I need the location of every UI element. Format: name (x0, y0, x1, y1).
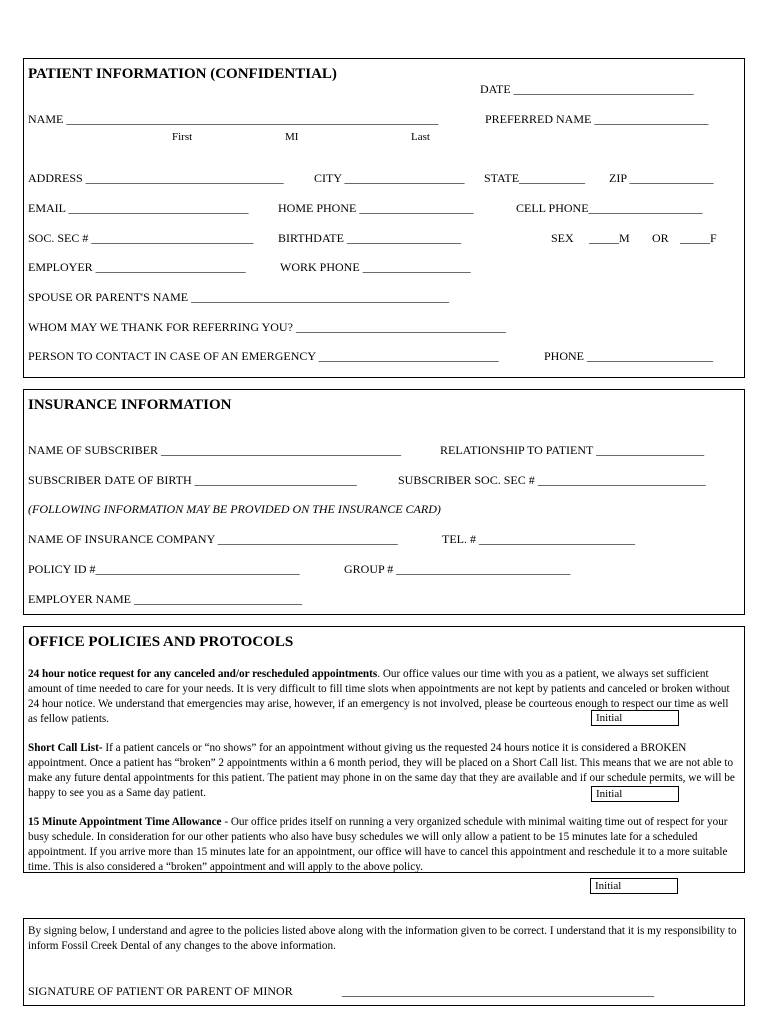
spouse-parent-name-field[interactable]: SPOUSE OR PARENT'S NAME ___________________________________________ (28, 290, 450, 304)
insurance-tel-field[interactable]: TEL. # __________________________ (442, 532, 635, 546)
middle-initial-caption: MI (285, 131, 299, 143)
short-call-text: If a patient cancels or “no shows” for an appointment without giving us the requested 24 hours notice it is considered a BROKEN appointment. Once a patient has “broken” 2 appointments within a 6 month period, they will be placed on a Short Call list. This means that we are not able to make any future dental appointments for this patient. The patient may phone in on the same day that they are available and if our schedule permits, we will be happy to see you as a Same day patient. (28, 742, 735, 799)
office-section-title: OFFICE POLICIES AND PROTOCOLS (28, 634, 294, 650)
signature-statement: By signing below, I understand and agree to the policies listed above along with the information given to be correct. I understand that it is my responsibility to inform Fossil Creek Dental of any changes to the above information. (28, 925, 737, 952)
initial-box-3[interactable]: Initial (590, 878, 678, 894)
patient-information-section (23, 58, 745, 378)
birthdate-field[interactable]: BIRTHDATE ___________________ (278, 231, 461, 245)
time-allowance-text: - Our office prides itself on running a very organized schedule with minimal waiting time out of respect for your busy schedule. In consideration for our other patients who also have busy schedules we will only allow a patient to be 15 minutes late for a scheduled appointment. If you arrive more than 15 minutes late for an appointment, our office will have to cancel this appointment and reschedule it to a more suitable time. This is also considered a “broken” appointment and will apply to the above policy. (28, 816, 728, 873)
time-allowance-heading: 15 Minute Appointment Time Allowance (28, 816, 222, 828)
initial-box-2[interactable]: Initial (591, 786, 679, 802)
signature-label: SIGNATURE OF PATIENT OR PARENT OF MINOR (28, 984, 293, 998)
patient-section-title: PATIENT INFORMATION (CONFIDENTIAL) (28, 66, 337, 82)
subscriber-name-field[interactable]: NAME OF SUBSCRIBER ________________________________________ (28, 443, 402, 457)
email-field[interactable]: EMAIL ______________________________ (28, 201, 249, 215)
work-phone-field[interactable]: WORK PHONE __________________ (280, 260, 471, 274)
last-name-caption: Last (411, 131, 430, 143)
signature-line[interactable]: ____________________________________________________ (342, 984, 654, 998)
insurance-employer-field[interactable]: EMPLOYER NAME ____________________________ (28, 592, 303, 606)
subscriber-dob-field[interactable]: SUBSCRIBER DATE OF BIRTH ___________________________ (28, 473, 357, 487)
policy-id-field[interactable]: POLICY ID #__________________________________ (28, 562, 300, 576)
signature-section (23, 918, 745, 1006)
city-field[interactable]: CITY ____________________ (314, 171, 465, 185)
notice-policy-text: . Our office values our time with you as a patient, we always set sufficient amount of time needed to care for your needs. It is very difficult to fill time slots when appointments are not kept by patients and canceled or broken without 24 hour notice. We understand that emergencies may arise, however, if an emergency is not involved, please be courteous enough to respect our time as well as fellow patients. (28, 668, 730, 725)
first-name-caption: First (172, 131, 193, 143)
preferred-name-field[interactable]: PREFERRED NAME ___________________ (485, 112, 709, 126)
insurance-section-title: INSURANCE INFORMATION (28, 397, 232, 413)
employer-field[interactable]: EMPLOYER _________________________ (28, 260, 246, 274)
sex-male-field[interactable]: _____M (589, 231, 630, 245)
sex-label: SEX (551, 231, 574, 245)
state-field[interactable]: STATE___________ (484, 171, 586, 185)
time-allowance-paragraph (28, 815, 740, 875)
date-field[interactable]: DATE ______________________________ (480, 82, 694, 96)
initial-box-1[interactable]: Initial (591, 710, 679, 726)
short-call-heading: Short Call List- (28, 742, 103, 754)
insurance-information-section (23, 389, 745, 615)
cell-phone-field[interactable]: CELL PHONE___________________ (516, 201, 703, 215)
sex-or-label: OR (652, 231, 669, 245)
relationship-field[interactable]: RELATIONSHIP TO PATIENT __________________ (440, 443, 705, 457)
insurance-card-note: (FOLLOWING INFORMATION MAY BE PROVIDED ON THE INSURANCE CARD) (28, 502, 441, 516)
soc-sec-field[interactable]: SOC. SEC # ___________________________ (28, 231, 254, 245)
zip-field[interactable]: ZIP ______________ (609, 171, 714, 185)
notice-policy-heading: 24 hour notice request for any canceled and/or rescheduled appointments (28, 668, 378, 680)
subscriber-soc-field[interactable]: SUBSCRIBER SOC. SEC # ____________________________ (398, 473, 706, 487)
home-phone-field[interactable]: HOME PHONE ___________________ (278, 201, 474, 215)
insurance-company-field[interactable]: NAME OF INSURANCE COMPANY ______________________________ (28, 532, 398, 546)
name-field[interactable]: NAME ______________________________________________________________ (28, 112, 439, 126)
group-field[interactable]: GROUP # _____________________________ (344, 562, 571, 576)
referral-field[interactable]: WHOM MAY WE THANK FOR REFERRING YOU? ___________________________________ (28, 320, 506, 334)
sex-female-field[interactable]: _____F (680, 231, 717, 245)
address-field[interactable]: ADDRESS _________________________________ (28, 171, 284, 185)
emergency-contact-field[interactable]: PERSON TO CONTACT IN CASE OF AN EMERGENCY ______________________________ (28, 349, 499, 363)
emergency-phone-field[interactable]: PHONE _____________________ (544, 349, 714, 363)
office-policies-section (23, 626, 745, 873)
